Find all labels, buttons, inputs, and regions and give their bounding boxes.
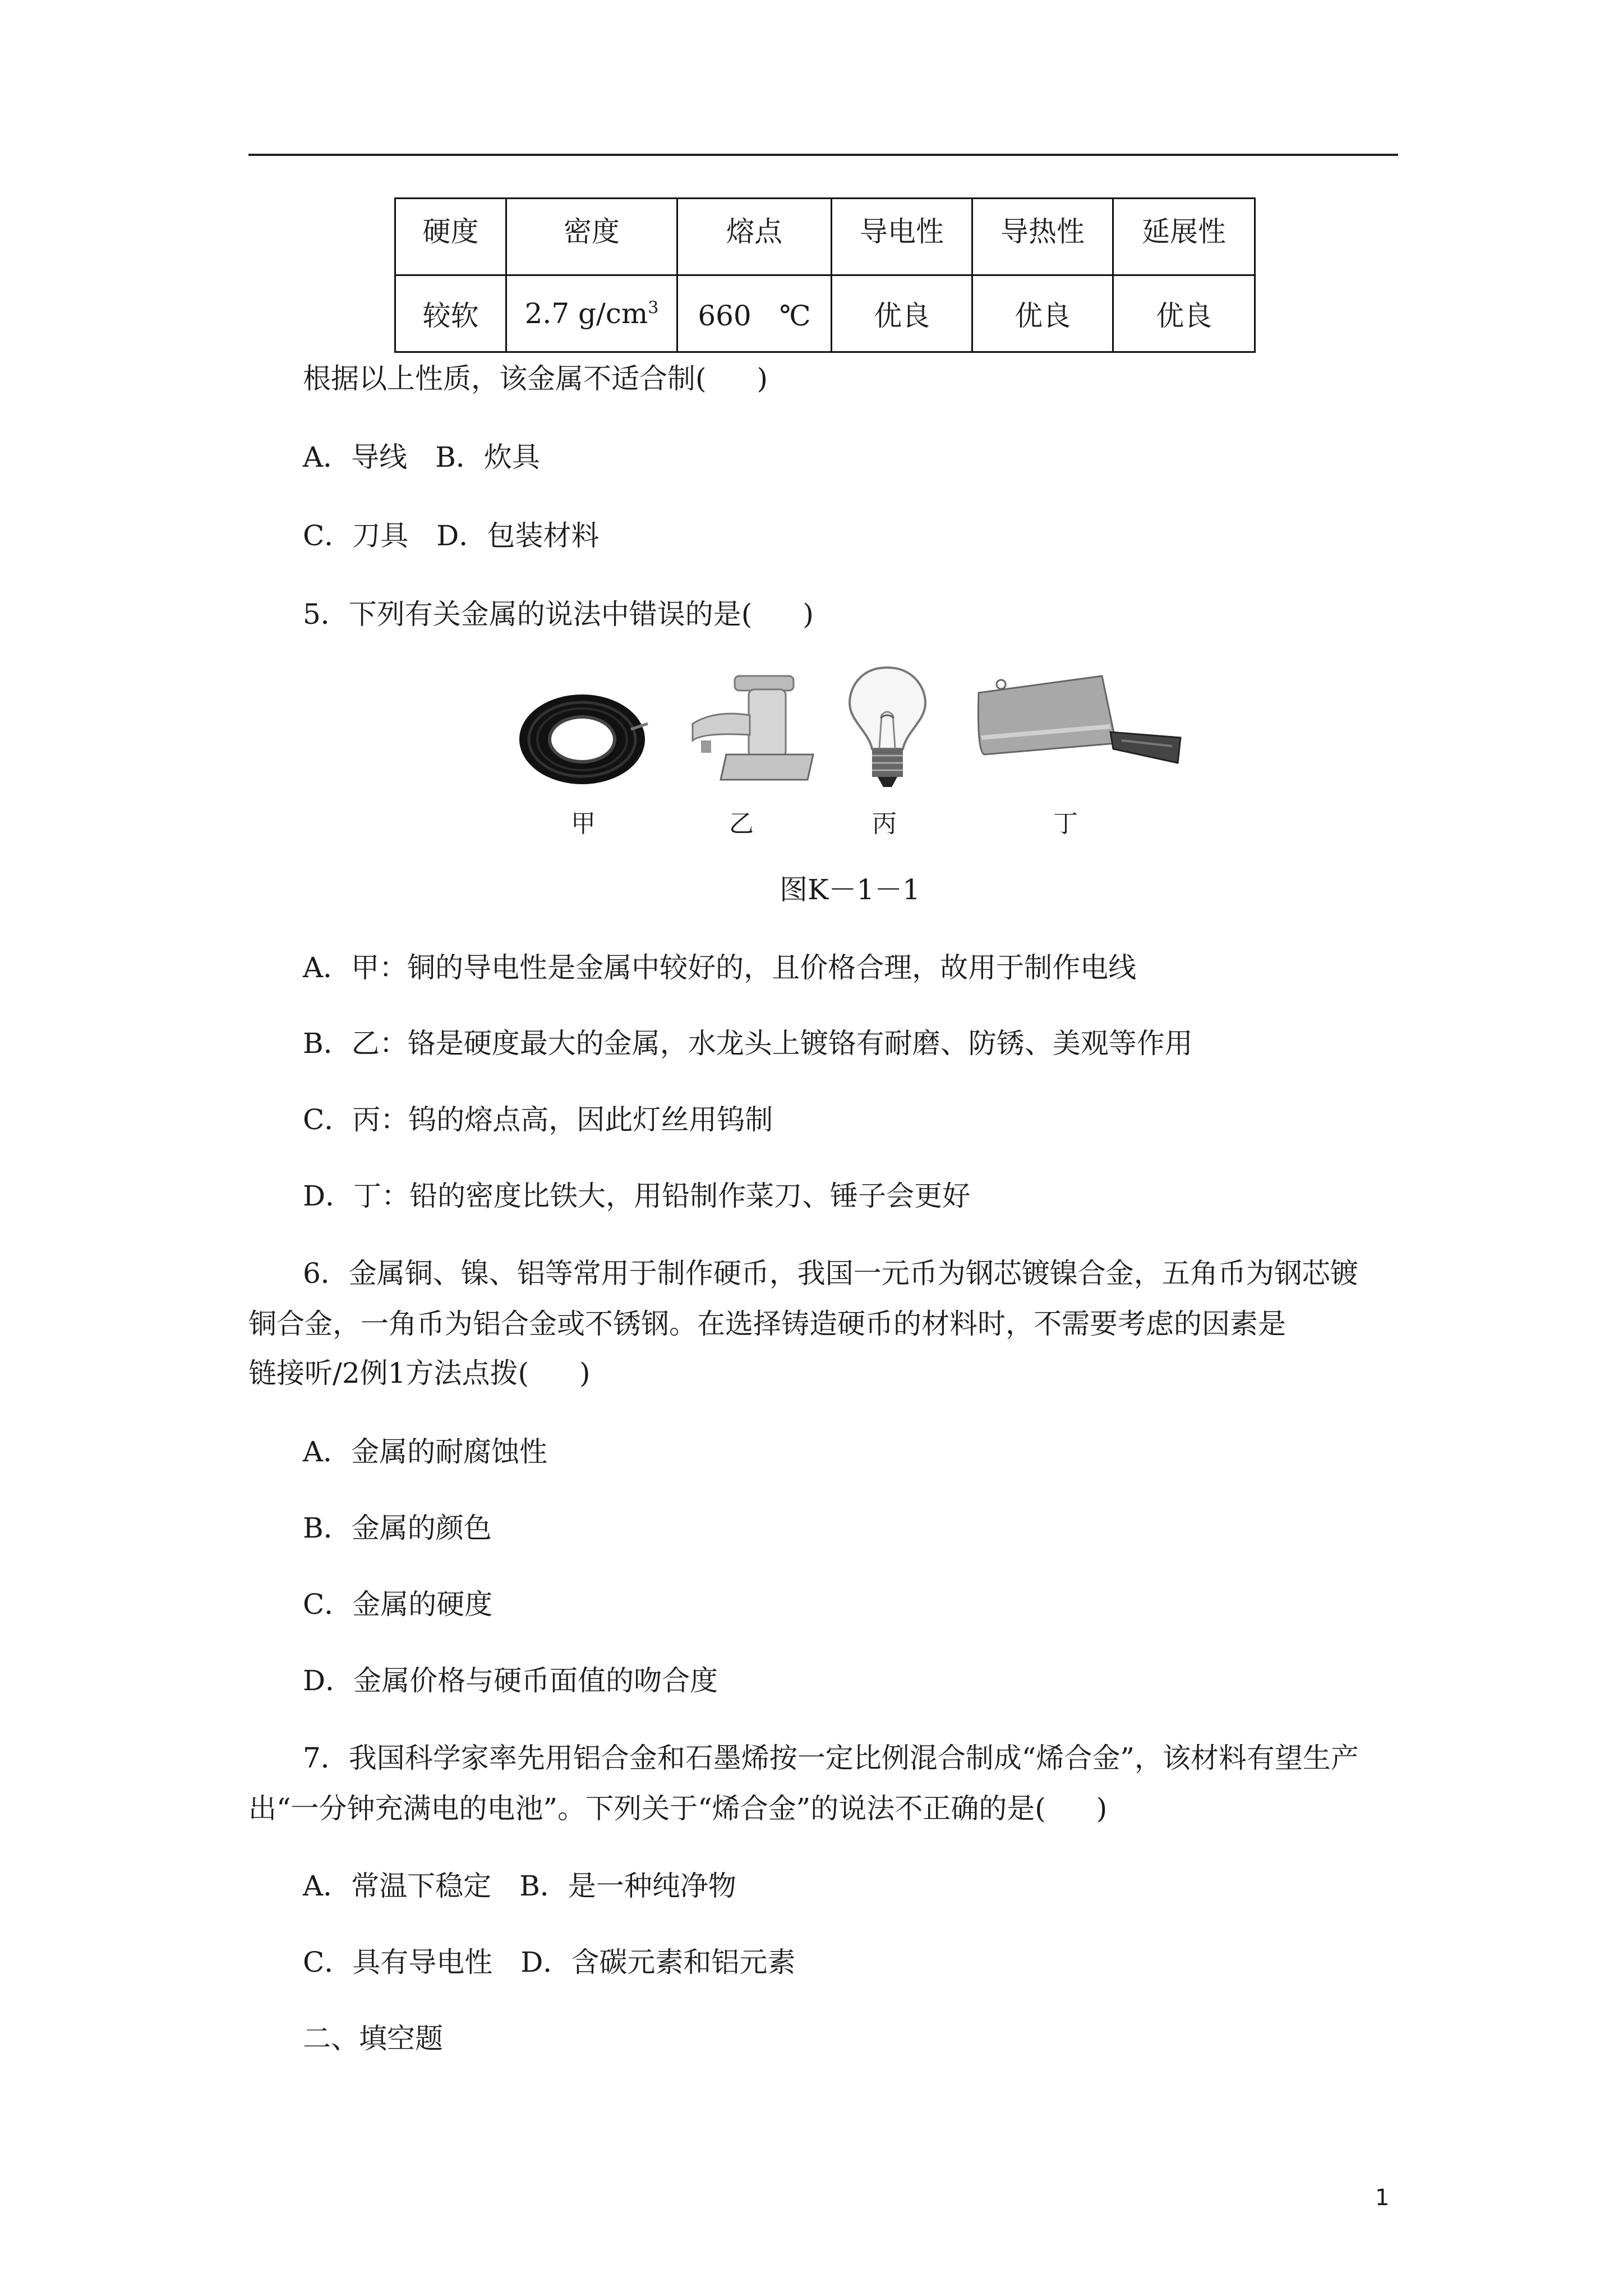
q7-option-c: C．具有导电性 [303,1946,493,1978]
q6-close-paren: ) [579,1357,591,1389]
q6-option-b: B．金属的颜色 [303,1512,492,1544]
q4-option-d: D．包装材料 [436,519,600,552]
faucet-image [681,670,819,788]
q4-stem [303,362,768,395]
q7-line-2-text: 出“一分钟充满电的电池”。下列关于“烯合金”的说法不正确的是( [248,1792,1046,1825]
q6-line-3-text: 链接听/2例1方法点拨( [248,1357,529,1389]
q7-option-d: D．含碳元素和铝元素 [520,1946,796,1978]
table-row [395,275,1255,352]
density-value: 2.7 g/cm [524,297,648,330]
q5-option-a: A．甲：铜的导电性是金属中较好的，且价格合理，故用于制作电线 [303,951,1137,984]
q6-line-1: 6．金属铜、镍、铝等常用于制作硬币，我国一元币为钢芯镀镍合金，五角币为钢芯镀 [303,1257,1358,1290]
density-superscript: 3 [648,298,659,318]
q6-option-a: A．金属的耐腐蚀性 [303,1435,548,1468]
q5-stem-text: 5．下列有关金属的说法中错误的是( [303,598,753,631]
table-header-cell: 密度 [506,199,677,275]
q6-option-c: C．金属的硬度 [303,1588,493,1621]
q4-options-ab [303,440,540,474]
figure-label-yi: 乙 [729,809,754,838]
q6-option-d: D．金属价格与硬币面值的吻合度 [303,1664,718,1697]
table-cell: 660 ℃ [677,275,832,352]
q4-close-paren: ) [757,362,768,395]
q4-option-b: B．炊具 [435,441,540,473]
section-heading-fill-in: 二、填空题 [303,2022,443,2055]
figure-label-jia: 甲 [571,809,596,838]
cleaver-image [976,670,1183,783]
figure-label-bing: 丙 [872,809,897,838]
table-cell-density [506,275,677,352]
table-header-cell: 导热性 [972,199,1113,275]
q4-options-cd [303,519,599,553]
q7-option-b: B．是一种纯净物 [519,1870,736,1902]
header-rule [248,154,1398,156]
q7-line-2 [248,1792,1107,1825]
table-cell: 较软 [395,275,506,352]
page-number: 1 [1375,2185,1390,2211]
table-header-cell: 熔点 [677,199,832,275]
figure-label-ding: 丁 [1053,809,1078,838]
table-cell: 优良 [832,275,972,352]
table-cell: 优良 [972,275,1113,352]
light-bulb-image [847,665,928,791]
metal-properties-table [394,197,1256,353]
q5-stem [303,597,814,631]
figure-caption: 图K－1－1 [780,873,920,906]
q5-option-c: C．丙：钨的熔点高，因此灯丝用钨制 [303,1103,773,1136]
table-header-row [395,199,1255,275]
q7-option-a: A．常温下稳定 [303,1870,492,1902]
table-header-cell: 硬度 [395,199,506,275]
q5-close-paren: ) [803,598,814,631]
q7-close-paren: ) [1096,1792,1108,1825]
q4-option-a: A．导线 [303,441,408,473]
q5-option-d: D．丁：铅的密度比铁大，用铅制作菜刀、锤子会更好 [303,1180,971,1212]
q5-option-b: B．乙：铬是硬度最大的金属，水龙头上镀铬有耐磨、防锈、美观等作用 [303,1027,1193,1060]
wire-coil-image [516,690,651,788]
q7-options-cd [303,1945,795,1979]
q4-option-c: C．刀具 [303,519,409,552]
q7-line-1: 7．我国科学家率先用铝合金和石墨烯按一定比例混合制成“烯合金”，该材料有望生产 [303,1742,1359,1774]
table-header-cell: 延展性 [1113,199,1255,275]
q6-line-2: 铜合金，一角币为铝合金或不锈钢。在选择铸造硬币的材料时，不需要考虑的因素是 [248,1308,1286,1340]
table-cell: 优良 [1113,275,1255,352]
q6-line-3 [248,1356,591,1390]
q4-stem-text: 根据以上性质，该金属不适合制( [303,362,707,395]
q7-options-ab [303,1869,736,1903]
table-header-cell: 导电性 [832,199,972,275]
